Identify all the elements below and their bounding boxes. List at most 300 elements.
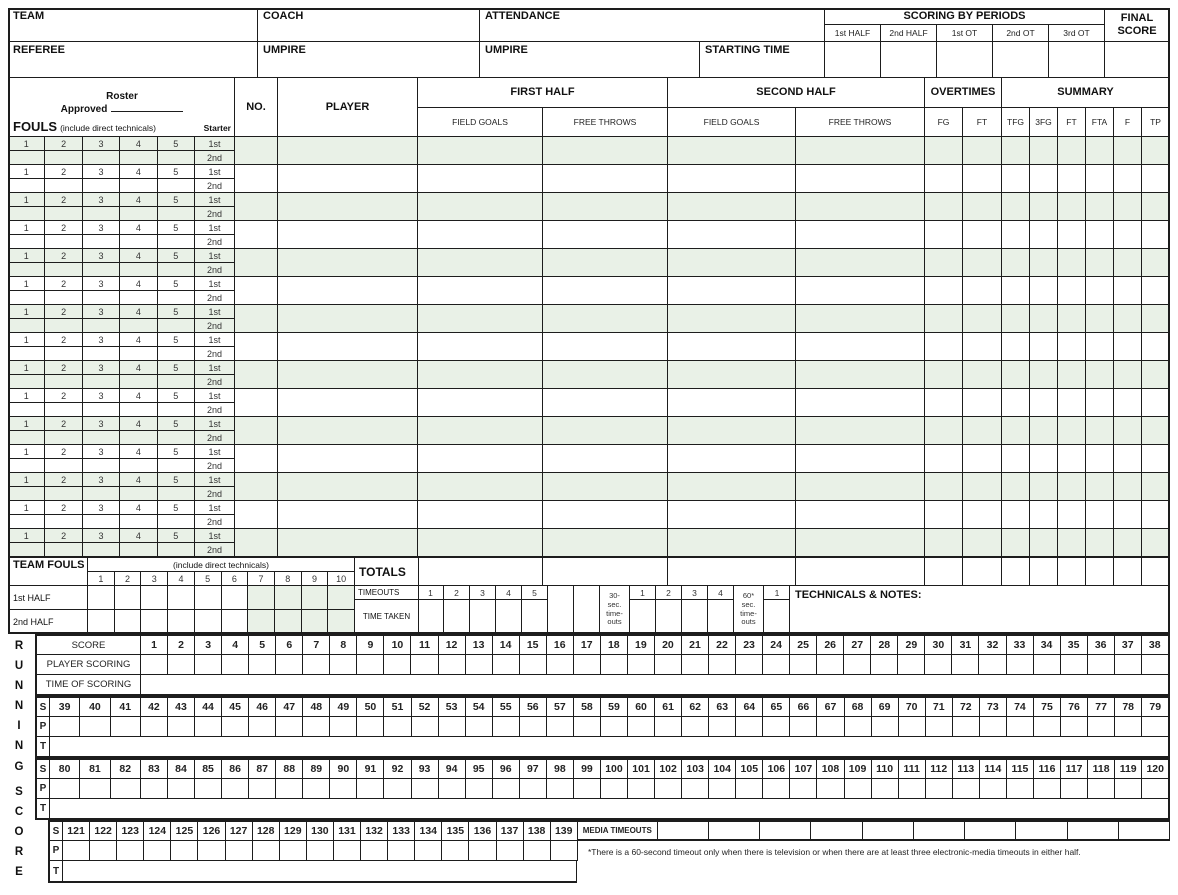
running-score-cell[interactable]: 127 (226, 822, 253, 841)
running-score-cell[interactable]: 52 (412, 698, 439, 717)
foul-cell[interactable]: 2 (45, 305, 82, 319)
running-score-cell[interactable]: 112 (926, 760, 953, 779)
running-score-cell[interactable]: 102 (655, 760, 682, 779)
player-scoring-cell[interactable] (871, 655, 898, 674)
player-number-cell[interactable] (235, 305, 278, 333)
threefg-cell[interactable] (1030, 193, 1058, 221)
player-scoring-cell[interactable] (1088, 779, 1115, 798)
running-score-cell[interactable]: 94 (439, 760, 466, 779)
running-score-cell[interactable]: 82 (111, 760, 141, 779)
player-scoring-cell[interactable] (1142, 655, 1168, 674)
foul-cell[interactable] (83, 291, 120, 305)
foul-cell[interactable]: 3 (83, 529, 120, 543)
player-scoring-cell[interactable] (979, 655, 1006, 674)
player-scoring-cell[interactable] (497, 841, 524, 861)
foul-cell[interactable] (45, 207, 82, 221)
fh-field-goals-cell[interactable] (418, 445, 543, 473)
team-foul-cell[interactable] (222, 610, 249, 633)
player-scoring-cell[interactable] (276, 655, 303, 674)
sh-field-goals-cell[interactable] (668, 221, 796, 249)
player-scoring-cell[interactable] (655, 779, 682, 798)
player-scoring-cell[interactable] (1115, 717, 1142, 736)
running-score-cell[interactable]: 126 (198, 822, 225, 841)
running-score-cell[interactable]: 80 (50, 760, 80, 779)
timeout-mark-cell[interactable] (764, 600, 790, 633)
fh-field-goals-cell[interactable] (418, 305, 543, 333)
foul-cell[interactable]: 2 (45, 501, 82, 515)
foul-cell[interactable] (45, 487, 82, 501)
player-scoring-cell[interactable] (790, 655, 817, 674)
player-scoring-cell[interactable] (117, 841, 144, 861)
running-score-cell[interactable]: 111 (899, 760, 926, 779)
running-score-cell[interactable]: 15 (520, 636, 547, 655)
attendance-field[interactable]: ATTENDANCE (480, 8, 825, 42)
player-scoring-cell[interactable] (361, 841, 388, 861)
sh-free-throws-cell[interactable] (796, 305, 925, 333)
running-score-cell[interactable]: 76 (1061, 698, 1088, 717)
player-scoring-cell[interactable] (682, 717, 709, 736)
sh-free-throws-cell[interactable] (796, 501, 925, 529)
fta-cell[interactable] (1086, 473, 1114, 501)
player-scoring-cell[interactable] (222, 717, 249, 736)
timeout-cell[interactable] (656, 586, 682, 633)
running-score-cell[interactable]: 35 (1061, 636, 1088, 655)
running-score-cell[interactable]: 99 (574, 760, 601, 779)
tp-cell[interactable] (1142, 333, 1170, 361)
fh-free-throws-cell[interactable] (543, 221, 668, 249)
running-score-cell[interactable]: 129 (280, 822, 307, 841)
running-score-cell[interactable]: 7 (303, 636, 330, 655)
ot-ft-cell[interactable] (963, 165, 1002, 193)
player-scoring-cell[interactable] (551, 841, 578, 861)
media-timeout-cell[interactable] (811, 822, 862, 841)
foul-cell[interactable] (83, 375, 120, 389)
player-name-cell[interactable] (278, 417, 418, 445)
player-scoring-cell[interactable] (709, 655, 736, 674)
foul-cell[interactable] (45, 347, 82, 361)
player-scoring-cell[interactable] (1088, 717, 1115, 736)
foul-cell[interactable]: 4 (120, 529, 157, 543)
running-score-cell[interactable]: 119 (1115, 760, 1142, 779)
fh-free-throws-cell[interactable] (543, 389, 668, 417)
threefg-cell[interactable] (1030, 249, 1058, 277)
running-score-cell[interactable]: 22 (709, 636, 736, 655)
totals-tp-cell[interactable] (1142, 558, 1170, 585)
foul-cell[interactable] (8, 375, 45, 389)
player-scoring-cell[interactable] (872, 779, 899, 798)
player-scoring-cell[interactable] (439, 655, 466, 674)
running-score-cell[interactable]: 8 (330, 636, 357, 655)
running-score-cell[interactable]: 136 (469, 822, 496, 841)
foul-cell[interactable]: 1 (8, 529, 45, 543)
player-scoring-cell[interactable] (141, 779, 168, 798)
running-score-cell[interactable]: 32 (979, 636, 1006, 655)
player-scoring-cell[interactable] (709, 779, 736, 798)
foul-cell[interactable] (120, 291, 157, 305)
ft-cell[interactable] (1058, 277, 1086, 305)
foul-cell[interactable]: 5 (158, 277, 195, 291)
ot-ft-cell[interactable] (963, 193, 1002, 221)
player-scoring-cell[interactable] (953, 717, 980, 736)
foul-cell[interactable] (83, 515, 120, 529)
running-score-cell[interactable]: 131 (334, 822, 361, 841)
sh-free-throws-cell[interactable] (796, 389, 925, 417)
foul-cell[interactable]: 3 (83, 501, 120, 515)
fh-field-goals-cell[interactable] (418, 333, 543, 361)
foul-cell[interactable]: 5 (158, 333, 195, 347)
player-scoring-cell[interactable] (682, 655, 709, 674)
f-cell[interactable] (1114, 361, 1142, 389)
running-score-cell[interactable]: 24 (763, 636, 790, 655)
foul-cell[interactable]: 1 (8, 305, 45, 319)
fh-field-goals-cell[interactable] (418, 193, 543, 221)
running-score-cell[interactable]: 44 (195, 698, 222, 717)
player-scoring-cell[interactable] (144, 841, 171, 861)
tfg-cell[interactable] (1002, 137, 1030, 165)
player-scoring-cell[interactable] (412, 717, 439, 736)
foul-cell[interactable]: 4 (120, 333, 157, 347)
foul-cell[interactable] (45, 291, 82, 305)
sh-field-goals-cell[interactable] (668, 165, 796, 193)
player-scoring-cell[interactable] (1007, 655, 1034, 674)
fta-cell[interactable] (1086, 501, 1114, 529)
foul-cell[interactable]: 5 (158, 417, 195, 431)
player-scoring-cell[interactable] (330, 655, 357, 674)
totals-fh-field-goals-cell[interactable] (418, 558, 543, 585)
score-2nd-ot-cell[interactable] (993, 42, 1049, 78)
team-foul-cell[interactable] (302, 586, 329, 609)
threefg-cell[interactable] (1030, 165, 1058, 193)
team-foul-cell[interactable] (195, 610, 222, 633)
foul-cell[interactable] (83, 319, 120, 333)
threefg-cell[interactable] (1030, 417, 1058, 445)
sh-free-throws-cell[interactable] (796, 165, 925, 193)
player-number-cell[interactable] (235, 221, 278, 249)
f-cell[interactable] (1114, 473, 1142, 501)
running-score-cell[interactable]: 123 (117, 822, 144, 841)
running-score-cell[interactable]: 1 (141, 636, 168, 655)
foul-cell[interactable]: 1 (8, 277, 45, 291)
running-score-cell[interactable]: 84 (168, 760, 195, 779)
player-scoring-cell[interactable] (303, 655, 330, 674)
player-scoring-cell[interactable] (1142, 717, 1168, 736)
ot-fg-cell[interactable] (925, 417, 963, 445)
running-score-cell[interactable]: 28 (871, 636, 898, 655)
foul-cell[interactable] (45, 459, 82, 473)
player-scoring-cell[interactable] (898, 655, 925, 674)
player-scoring-cell[interactable] (222, 655, 249, 674)
running-score-cell[interactable]: 67 (817, 698, 844, 717)
running-score-cell[interactable]: 109 (845, 760, 872, 779)
player-scoring-cell[interactable] (195, 779, 222, 798)
tfg-cell[interactable] (1002, 193, 1030, 221)
sh-field-goals-cell[interactable] (668, 305, 796, 333)
player-scoring-cell[interactable] (1142, 779, 1168, 798)
sh-free-throws-cell[interactable] (796, 137, 925, 165)
foul-cell[interactable] (158, 207, 195, 221)
running-score-cell[interactable]: 41 (111, 698, 141, 717)
sh-field-goals-cell[interactable] (668, 193, 796, 221)
player-scoring-cell[interactable] (357, 717, 384, 736)
timeout-cell[interactable] (708, 586, 734, 633)
foul-cell[interactable]: 2 (45, 333, 82, 347)
score-3rd-ot-cell[interactable] (1049, 42, 1105, 78)
player-scoring-cell[interactable] (330, 779, 357, 798)
foul-cell[interactable] (158, 375, 195, 389)
foul-cell[interactable]: 3 (83, 277, 120, 291)
player-name-cell[interactable] (278, 193, 418, 221)
player-scoring-cell[interactable] (303, 717, 330, 736)
player-number-cell[interactable] (235, 445, 278, 473)
running-score-cell[interactable]: 5 (249, 636, 276, 655)
player-scoring-cell[interactable] (1034, 655, 1061, 674)
running-score-cell[interactable]: 90 (330, 760, 357, 779)
running-score-cell[interactable]: 106 (763, 760, 790, 779)
player-scoring-cell[interactable] (763, 655, 790, 674)
sh-field-goals-cell[interactable] (668, 137, 796, 165)
running-score-cell[interactable]: 40 (80, 698, 110, 717)
ft-cell[interactable] (1058, 249, 1086, 277)
sh-free-throws-cell[interactable] (796, 333, 925, 361)
umpire2-field[interactable]: UMPIRE (480, 42, 700, 78)
foul-cell[interactable]: 2 (45, 389, 82, 403)
ft-cell[interactable] (1058, 473, 1086, 501)
threefg-cell[interactable] (1030, 445, 1058, 473)
foul-cell[interactable] (120, 151, 157, 165)
tp-cell[interactable] (1142, 305, 1170, 333)
ft-cell[interactable] (1058, 305, 1086, 333)
tfg-cell[interactable] (1002, 445, 1030, 473)
ft-cell[interactable] (1058, 221, 1086, 249)
running-score-cell[interactable]: 93 (412, 760, 439, 779)
player-scoring-cell[interactable] (469, 841, 496, 861)
running-score-cell[interactable]: 83 (141, 760, 168, 779)
sh-field-goals-cell[interactable] (668, 417, 796, 445)
team-foul-cell[interactable] (115, 610, 142, 633)
player-name-cell[interactable] (278, 305, 418, 333)
fh-field-goals-cell[interactable] (418, 249, 543, 277)
foul-cell[interactable] (120, 207, 157, 221)
running-score-cell[interactable]: 132 (361, 822, 388, 841)
tfg-cell[interactable] (1002, 221, 1030, 249)
fh-free-throws-cell[interactable] (543, 249, 668, 277)
foul-cell[interactable]: 5 (158, 361, 195, 375)
f-cell[interactable] (1114, 249, 1142, 277)
player-scoring-cell[interactable] (736, 717, 763, 736)
f-cell[interactable] (1114, 165, 1142, 193)
fh-free-throws-cell[interactable] (543, 305, 668, 333)
foul-cell[interactable] (83, 235, 120, 249)
umpire1-field[interactable]: UMPIRE (258, 42, 480, 78)
player-scoring-cell[interactable] (111, 717, 141, 736)
player-scoring-cell[interactable] (1061, 655, 1088, 674)
sh-free-throws-cell[interactable] (796, 193, 925, 221)
fta-cell[interactable] (1086, 193, 1114, 221)
running-score-cell[interactable]: 50 (357, 698, 384, 717)
foul-cell[interactable] (83, 151, 120, 165)
ft-cell[interactable] (1058, 193, 1086, 221)
running-score-cell[interactable]: 13 (466, 636, 493, 655)
running-score-cell[interactable]: 116 (1034, 760, 1061, 779)
foul-cell[interactable] (158, 179, 195, 193)
running-score-cell[interactable]: 11 (411, 636, 438, 655)
running-score-cell[interactable]: 92 (384, 760, 411, 779)
f-cell[interactable] (1114, 529, 1142, 557)
team-foul-cell[interactable] (141, 610, 168, 633)
player-scoring-cell[interactable] (80, 717, 110, 736)
foul-cell[interactable]: 3 (83, 249, 120, 263)
player-scoring-cell[interactable] (1088, 655, 1115, 674)
foul-cell[interactable]: 2 (45, 165, 82, 179)
foul-cell[interactable]: 4 (120, 445, 157, 459)
tp-cell[interactable] (1142, 417, 1170, 445)
player-scoring-cell[interactable] (384, 717, 411, 736)
media-timeout-cell[interactable] (965, 822, 1016, 841)
foul-cell[interactable]: 1 (8, 473, 45, 487)
player-scoring-cell[interactable] (980, 717, 1007, 736)
player-number-cell[interactable] (235, 501, 278, 529)
ft-cell[interactable] (1058, 529, 1086, 557)
running-score-cell[interactable]: 64 (736, 698, 763, 717)
player-scoring-cell[interactable] (222, 779, 249, 798)
fh-field-goals-cell[interactable] (418, 417, 543, 445)
foul-cell[interactable] (158, 543, 195, 557)
ot-fg-cell[interactable] (925, 529, 963, 557)
player-scoring-cell[interactable] (80, 779, 110, 798)
foul-cell[interactable] (158, 291, 195, 305)
running-score-cell[interactable]: 85 (195, 760, 222, 779)
tp-cell[interactable] (1142, 165, 1170, 193)
foul-cell[interactable]: 3 (83, 361, 120, 375)
player-scoring-cell[interactable] (655, 655, 682, 674)
totals-3fg-cell[interactable] (1030, 558, 1058, 585)
media-timeout-cell[interactable] (914, 822, 965, 841)
running-score-cell[interactable]: 117 (1061, 760, 1088, 779)
player-name-cell[interactable] (278, 501, 418, 529)
sh-free-throws-cell[interactable] (796, 529, 925, 557)
fta-cell[interactable] (1086, 137, 1114, 165)
timeout-mark-cell[interactable] (418, 600, 443, 633)
player-scoring-cell[interactable] (547, 779, 574, 798)
f-cell[interactable] (1114, 389, 1142, 417)
foul-cell[interactable]: 5 (158, 389, 195, 403)
player-scoring-cell[interactable] (952, 655, 979, 674)
time-of-scoring-cell[interactable] (50, 737, 1168, 756)
player-scoring-cell[interactable] (334, 841, 361, 861)
player-scoring-cell[interactable] (168, 779, 195, 798)
foul-cell[interactable]: 3 (83, 305, 120, 319)
running-score-cell[interactable]: 29 (898, 636, 925, 655)
fh-free-throws-cell[interactable] (543, 473, 668, 501)
running-score-cell[interactable]: 61 (655, 698, 682, 717)
threefg-cell[interactable] (1030, 305, 1058, 333)
foul-cell[interactable]: 2 (45, 137, 82, 151)
timeout-cell[interactable] (764, 586, 790, 633)
foul-cell[interactable] (8, 431, 45, 445)
player-number-cell[interactable] (235, 333, 278, 361)
team-field[interactable]: TEAM (8, 8, 258, 42)
fh-free-throws-cell[interactable] (543, 137, 668, 165)
player-name-cell[interactable] (278, 529, 418, 557)
player-scoring-cell[interactable] (547, 717, 574, 736)
player-scoring-cell[interactable] (50, 717, 80, 736)
timeout-cell[interactable] (522, 586, 548, 633)
running-score-cell[interactable]: 138 (524, 822, 551, 841)
totals-fta-cell[interactable] (1086, 558, 1114, 585)
foul-cell[interactable] (120, 235, 157, 249)
ot-ft-cell[interactable] (963, 473, 1002, 501)
media-timeout-cell[interactable] (760, 822, 811, 841)
foul-cell[interactable] (120, 403, 157, 417)
foul-cell[interactable] (120, 487, 157, 501)
running-score-cell[interactable]: 58 (574, 698, 601, 717)
ot-fg-cell[interactable] (925, 361, 963, 389)
player-scoring-cell[interactable] (493, 779, 520, 798)
foul-cell[interactable] (8, 291, 45, 305)
running-score-cell[interactable]: 43 (168, 698, 195, 717)
player-scoring-cell[interactable] (899, 779, 926, 798)
running-score-cell[interactable]: 75 (1034, 698, 1061, 717)
fh-field-goals-cell[interactable] (418, 473, 543, 501)
foul-cell[interactable]: 1 (8, 445, 45, 459)
coach-field[interactable]: COACH (258, 8, 480, 42)
player-scoring-cell[interactable] (520, 655, 547, 674)
player-scoring-cell[interactable] (63, 841, 90, 861)
running-score-cell[interactable]: 25 (790, 636, 817, 655)
player-scoring-cell[interactable] (307, 841, 334, 861)
sh-free-throws-cell[interactable] (796, 445, 925, 473)
player-scoring-cell[interactable] (439, 779, 466, 798)
foul-cell[interactable]: 2 (45, 445, 82, 459)
player-scoring-cell[interactable] (388, 841, 415, 861)
ot-fg-cell[interactable] (925, 389, 963, 417)
foul-cell[interactable] (8, 543, 45, 557)
foul-cell[interactable] (158, 347, 195, 361)
foul-cell[interactable] (45, 263, 82, 277)
player-scoring-cell[interactable] (466, 779, 493, 798)
roster-approved-blank[interactable] (111, 111, 183, 112)
player-scoring-cell[interactable] (872, 717, 899, 736)
player-scoring-cell[interactable] (466, 655, 493, 674)
foul-cell[interactable] (83, 431, 120, 445)
running-score-cell[interactable]: 95 (466, 760, 493, 779)
running-score-cell[interactable]: 103 (682, 760, 709, 779)
running-score-cell[interactable]: 107 (790, 760, 817, 779)
running-score-cell[interactable]: 37 (1115, 636, 1142, 655)
running-score-cell[interactable]: 113 (953, 760, 980, 779)
tp-cell[interactable] (1142, 137, 1170, 165)
running-score-cell[interactable]: 125 (171, 822, 198, 841)
foul-cell[interactable]: 2 (45, 361, 82, 375)
fh-field-goals-cell[interactable] (418, 361, 543, 389)
team-foul-cell[interactable] (222, 586, 249, 609)
ot-fg-cell[interactable] (925, 277, 963, 305)
player-scoring-cell[interactable] (249, 717, 276, 736)
sh-field-goals-cell[interactable] (668, 249, 796, 277)
player-scoring-cell[interactable] (899, 717, 926, 736)
team-foul-cell[interactable] (275, 610, 302, 633)
running-score-cell[interactable]: 96 (493, 760, 520, 779)
score-1st-ot-cell[interactable] (937, 42, 993, 78)
running-score-cell[interactable]: 114 (980, 760, 1007, 779)
f-cell[interactable] (1114, 445, 1142, 473)
fta-cell[interactable] (1086, 445, 1114, 473)
running-score-cell[interactable]: 124 (144, 822, 171, 841)
running-score-cell[interactable]: 133 (388, 822, 415, 841)
sh-free-throws-cell[interactable] (796, 221, 925, 249)
player-scoring-cell[interactable] (709, 717, 736, 736)
player-scoring-cell[interactable] (411, 655, 438, 674)
